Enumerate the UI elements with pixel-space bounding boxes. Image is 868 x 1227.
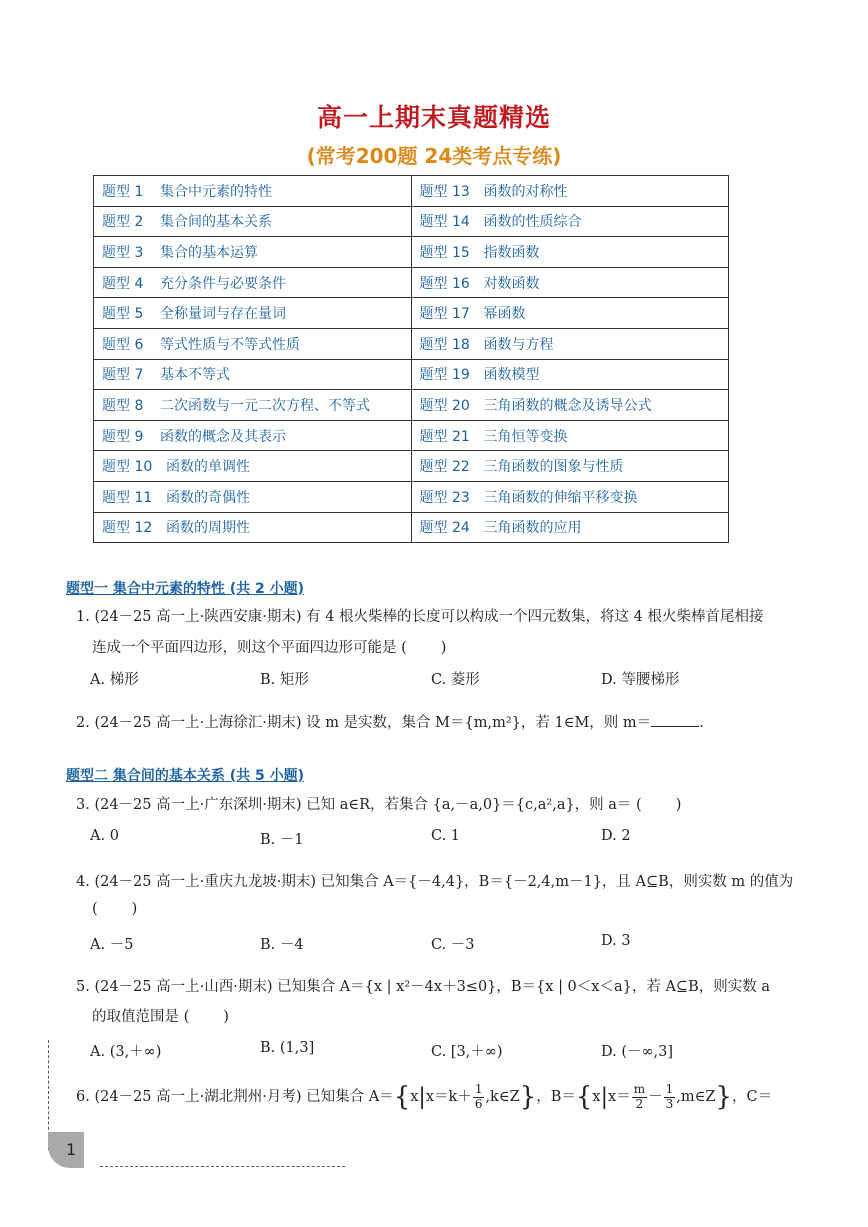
topic-number: 题型 22 [419, 459, 470, 476]
topic-label: 函数与方程 [483, 336, 554, 353]
topic-row [94, 237, 729, 268]
topic-number: 题型 12 [102, 520, 153, 537]
option-c: C. 菱形 [431, 672, 480, 688]
topic-label: 对数函数 [483, 275, 540, 292]
topic-label: 函数的单调性 [166, 459, 250, 476]
topic-label: 三角函数的图象与性质 [483, 459, 624, 476]
option-a: A. 0 [90, 828, 119, 844]
topic-number: 题型 8 [102, 397, 144, 414]
option-c: C. －3 [431, 937, 475, 953]
section-heading-2: 题型二 集合间的基本关系 (共 5 小题) [66, 768, 305, 784]
question-1-line-1: 1. (24－25 高一上·陕西安康·期末) 有 4 根火柴棒的长度可以构成一个四元数集，将这 4 根火柴棒首尾相接 [76, 609, 764, 625]
topic-label: 基本不等式 [160, 367, 230, 384]
option-b: B. (1,3] [260, 1040, 315, 1056]
topic-number: 题型 2 [102, 214, 144, 231]
topic-row [94, 206, 729, 237]
topic-number: 题型 5 [102, 306, 144, 323]
topic-label: 函数的对称性 [483, 183, 568, 200]
topic-number: 题型 14 [419, 214, 470, 231]
topic-number: 题型 21 [419, 428, 470, 445]
topic-cell [411, 206, 729, 237]
question-2-line-1: 2. (24－25 高一上·上海徐汇·期末) 设 m 是实数，集合 M＝{m,m²}，若 1∈M，则 m＝ . [76, 715, 704, 731]
topic-table [93, 175, 729, 543]
topic-cell [411, 298, 729, 329]
option-d: D. 2 [601, 828, 631, 844]
question-6-line-1: 6. (24－25 高一上·湖北荆州·月考) 已知集合 A＝{x|x＝k＋ $\frac{1}{6}$ ,k∈Z}，B＝{x|x＝ $\frac{m}{2}$ － $\frac{1}{3}$ ,m∈Z}，C＝ [76, 1082, 773, 1112]
topic-row [94, 512, 729, 543]
topic-cell [94, 481, 412, 512]
question-5-line-1: 5. (24－25 高一上·山西·期末) 已知集合 A＝{x | x²－4x＋3≤0}，B＝{x | 0＜x＜a}，若 A⊆B，则实数 a [76, 979, 770, 995]
topic-number: 题型 24 [419, 520, 470, 537]
topic-row [94, 298, 729, 329]
topic-label: 函数的性质综合 [483, 214, 582, 231]
topic-label: 函数模型 [483, 367, 540, 384]
topic-cell [94, 237, 412, 268]
topic-row [94, 481, 729, 512]
topic-label: 函数的周期性 [166, 520, 250, 537]
fraction: $\frac{1}{6}$ [474, 1082, 483, 1111]
topic-row [94, 176, 729, 207]
topic-label: 集合中元素的特性 [160, 183, 272, 200]
topic-row [94, 328, 729, 359]
topic-row [94, 359, 729, 390]
fraction: $\frac{m}{2}$ [633, 1082, 646, 1111]
topic-number: 题型 19 [419, 367, 470, 384]
topic-cell [411, 267, 729, 298]
question-4-line-1: 4. (24－25 高一上·重庆九龙坡·期末) 已知集合 A＝{－4,4}，B＝{－2,4,m－1}，且 A⊆B，则实数 m 的值为 [76, 874, 794, 890]
topic-number: 题型 17 [419, 306, 470, 323]
topic-cell [94, 512, 412, 543]
topic-cell [411, 237, 729, 268]
topic-label: 等式性质与不等式性质 [160, 336, 300, 353]
page-number: 1 [66, 1140, 77, 1159]
topic-number: 题型 10 [102, 459, 153, 476]
topic-cell [94, 298, 412, 329]
footer-dashed-line [100, 1166, 345, 1167]
option-b: B. －1 [260, 832, 304, 848]
topic-cell [411, 512, 729, 543]
topic-label: 函数的奇偶性 [166, 489, 250, 506]
topic-number: 题型 6 [102, 336, 144, 353]
question-3-line-1: 3. (24－25 高一上·广东深圳·期末) 已知 a∈R，若集合 {a,－a,0}＝{c,a²,a}，则 a＝ ( ) [76, 797, 682, 813]
topic-cell [94, 451, 412, 482]
topic-label: 全称量词与存在量词 [160, 306, 286, 323]
answer-blank [651, 713, 699, 727]
topic-label: 幂函数 [483, 306, 526, 323]
topic-number: 题型 15 [419, 244, 470, 261]
topic-label: 充分条件与必要条件 [160, 275, 286, 292]
topic-number: 题型 23 [419, 489, 470, 506]
topic-number: 题型 13 [419, 183, 470, 200]
topic-cell [94, 328, 412, 359]
topic-cell [411, 328, 729, 359]
topic-label: 三角恒等变换 [483, 428, 568, 445]
topic-number: 题型 7 [102, 367, 144, 384]
topic-number: 题型 1 [102, 183, 144, 200]
topic-cell [94, 390, 412, 421]
option-d: D. (－∞,3] [601, 1044, 674, 1060]
option-c: C. [3,＋∞) [431, 1044, 503, 1060]
topic-label: 二次函数与一元二次方程、不等式 [160, 397, 370, 414]
option-a: A. (3,＋∞) [90, 1044, 162, 1060]
topic-row [94, 451, 729, 482]
topic-cell [94, 267, 412, 298]
topic-number: 题型 11 [102, 489, 153, 506]
topic-cell [411, 420, 729, 451]
question-5-line-2: 的取值范围是 ( ) [92, 1009, 229, 1025]
option-d: D. 3 [601, 933, 631, 949]
topic-number: 题型 20 [419, 397, 470, 414]
section-heading-1: 题型一 集合中元素的特性 (共 2 小题) [66, 581, 305, 597]
topic-cell [94, 176, 412, 207]
topic-cell [94, 420, 412, 451]
topic-row [94, 390, 729, 421]
topic-row [94, 420, 729, 451]
topic-label: 三角函数的概念及诱导公式 [483, 397, 652, 414]
topic-number: 题型 16 [419, 275, 470, 292]
document-title: 高一上期末真题精选 [316, 103, 551, 132]
option-d: D. 等腰梯形 [601, 672, 680, 688]
question-4-line-2: ( ) [92, 901, 138, 917]
option-b: B. 矩形 [260, 672, 309, 688]
topic-number: 题型 18 [419, 336, 470, 353]
topic-label: 指数函数 [483, 244, 540, 261]
topic-cell [411, 390, 729, 421]
topic-label: 三角函数的应用 [483, 520, 582, 537]
topic-number: 题型 9 [102, 428, 144, 445]
topic-cell [94, 359, 412, 390]
fraction: $\frac{1}{3}$ [665, 1082, 674, 1111]
option-a: A. －5 [90, 937, 134, 953]
question-1-line-2: 连成一个平面四边形，则这个平面四边形可能是 ( ) [92, 640, 447, 656]
topic-cell [411, 176, 729, 207]
topic-label: 集合的基本运算 [160, 244, 258, 261]
topic-label: 函数的概念及其表示 [160, 428, 286, 445]
option-c: C. 1 [431, 828, 461, 844]
topic-number: 题型 4 [102, 275, 144, 292]
topic-number: 题型 3 [102, 244, 144, 261]
topic-cell [411, 481, 729, 512]
topic-label: 三角函数的伸缩平移变换 [483, 489, 638, 506]
topic-row [94, 267, 729, 298]
topic-cell [411, 451, 729, 482]
document-subtitle: (常考200题 24类考点专练) [306, 144, 562, 168]
option-a: A. 梯形 [90, 672, 139, 688]
topic-label: 集合间的基本关系 [160, 214, 272, 231]
option-b: B. －4 [260, 937, 304, 953]
topic-cell [411, 359, 729, 390]
topic-cell [94, 206, 412, 237]
